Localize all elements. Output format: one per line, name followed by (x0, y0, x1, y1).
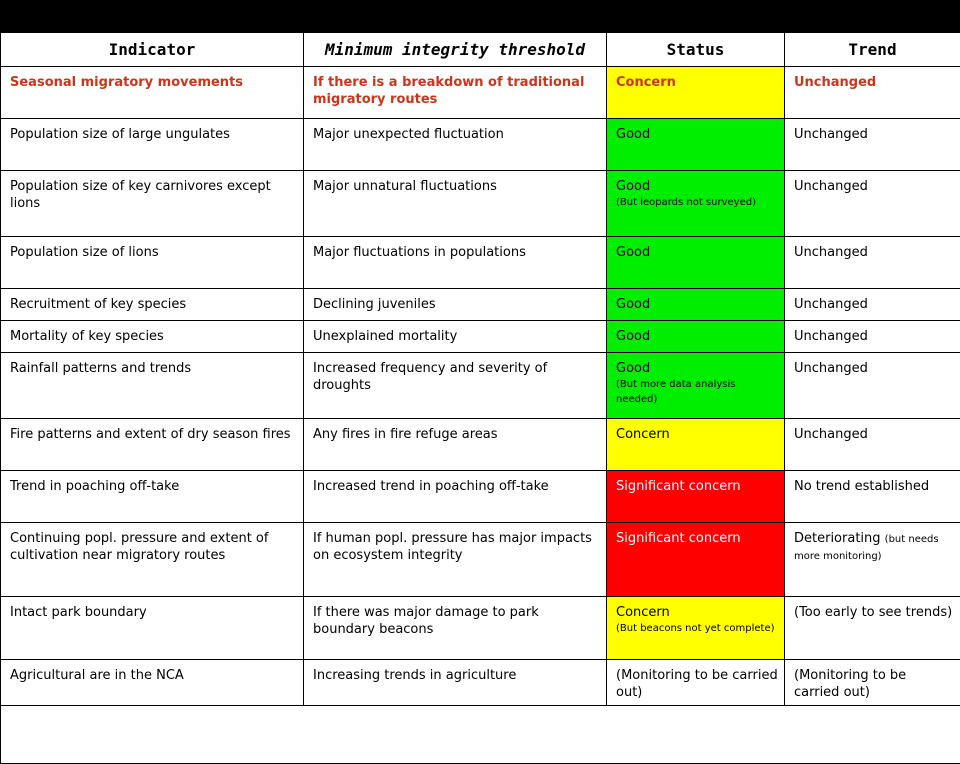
indicator-cell: Trend in poaching off-take (1, 471, 304, 523)
status-cell (607, 353, 785, 419)
table-row (1, 523, 960, 597)
trend-note: (but needs more monitoring) (794, 534, 939, 562)
table-row (1, 597, 960, 660)
trend-cell: (Monitoring to be carried out) (785, 660, 960, 706)
status-text: Concern (616, 605, 670, 620)
status-cell (607, 171, 785, 237)
status-note: (But beacons not yet complete) (616, 621, 778, 636)
table-row (1, 237, 960, 289)
trend-cell: Unchanged (785, 119, 960, 171)
indicator-cell: Intact park boundary (1, 597, 304, 660)
trend-cell: No trend established (785, 471, 960, 523)
status-cell: Significant concern (607, 471, 785, 523)
indicator-cell: Population size of large ungulates (1, 119, 304, 171)
trend-cell (785, 523, 960, 597)
table-row (1, 660, 960, 706)
threshold-cell: Unexplained mortality (304, 321, 607, 353)
trend-cell: Unchanged (785, 67, 960, 119)
table-row (1, 353, 960, 419)
table-row (1, 321, 960, 353)
threshold-cell: Any fires in fire refuge areas (304, 419, 607, 471)
threshold-cell: Declining juveniles (304, 289, 607, 321)
threshold-cell: Increasing trends in agriculture (304, 660, 607, 706)
indicator-table (0, 32, 960, 764)
indicator-cell: Fire patterns and extent of dry season fires (1, 419, 304, 471)
indicator-cell: Agricultural are in the NCA (1, 660, 304, 706)
trend-cell: Unchanged (785, 321, 960, 353)
status-cell (607, 597, 785, 660)
status-cell: Good (607, 237, 785, 289)
indicator-cell: Mortality of key species (1, 321, 304, 353)
status-text: Good (616, 361, 650, 376)
header-row (1, 33, 960, 67)
trend-cell: Unchanged (785, 353, 960, 419)
status-cell: Concern (607, 67, 785, 119)
table-row (1, 67, 960, 119)
table-row (1, 171, 960, 237)
header-indicator: Indicator (1, 33, 304, 67)
table-row (1, 471, 960, 523)
trend-cell: Unchanged (785, 237, 960, 289)
table-row (1, 289, 960, 321)
trend-cell: Unchanged (785, 171, 960, 237)
threshold-cell: Increased trend in poaching off-take (304, 471, 607, 523)
status-cell: Concern (607, 419, 785, 471)
indicator-cell: Recruitment of key species (1, 289, 304, 321)
status-cell: Significant concern (607, 523, 785, 597)
threshold-cell: If there was major damage to park boundary beacons (304, 597, 607, 660)
indicator-cell: Population size of key carnivores except lions (1, 171, 304, 237)
trend-cell: Unchanged (785, 419, 960, 471)
indicator-cell: Continuing popl. pressure and extent of cultivation near migratory routes (1, 523, 304, 597)
table-row (1, 419, 960, 471)
status-text: Good (616, 179, 650, 194)
threshold-cell: Increased frequency and severity of droughts (304, 353, 607, 419)
threshold-cell: Major unexpected fluctuation (304, 119, 607, 171)
empty-row (1, 706, 960, 764)
empty-cell (1, 706, 960, 764)
status-cell: Good (607, 321, 785, 353)
status-note: (But leopards not surveyed) (616, 195, 778, 210)
status-cell: (Monitoring to be carried out) (607, 660, 785, 706)
header-threshold: Minimum integrity threshold (304, 33, 607, 67)
table-row (1, 119, 960, 171)
indicator-cell: Seasonal migratory movements (1, 67, 304, 119)
threshold-cell: If human popl. pressure has major impacts on ecosystem integrity (304, 523, 607, 597)
threshold-cell: If there is a breakdown of traditional migratory routes (304, 67, 607, 119)
indicator-cell: Rainfall patterns and trends (1, 353, 304, 419)
trend-cell: (Too early to see trends) (785, 597, 960, 660)
status-note: (But more data analysis needed) (616, 377, 778, 407)
status-cell: Good (607, 289, 785, 321)
status-cell: Good (607, 119, 785, 171)
threshold-cell: Major fluctuations in populations (304, 237, 607, 289)
trend-text: Deteriorating (794, 531, 881, 546)
header-trend: Trend (785, 33, 960, 67)
indicator-cell: Population size of lions (1, 237, 304, 289)
header-status: Status (607, 33, 785, 67)
top-bar (0, 0, 960, 32)
trend-cell: Unchanged (785, 289, 960, 321)
threshold-cell: Major unnatural fluctuations (304, 171, 607, 237)
